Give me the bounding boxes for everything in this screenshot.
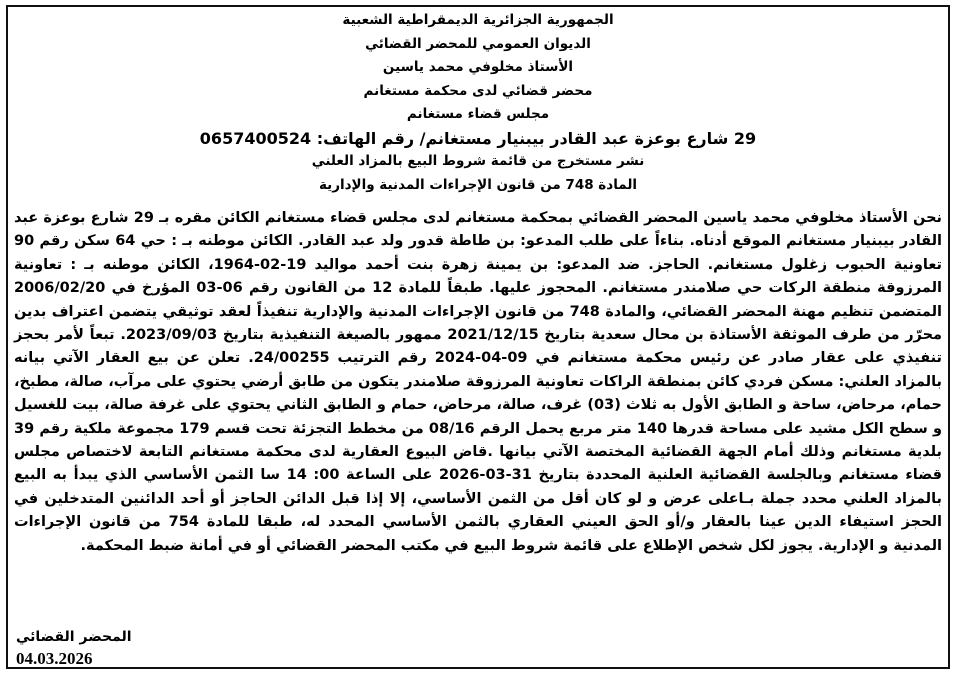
signature-date: 04.03.2026 bbox=[16, 649, 93, 668]
council-name: مجلس قضاء مستغانم bbox=[406, 106, 550, 122]
phone-number: 0657400524 bbox=[199, 128, 312, 148]
legal-notice bbox=[6, 5, 950, 669]
notice-header bbox=[8, 9, 948, 197]
article-reference: المادة 748 من قانون الإجراءات المدنية والإدارية bbox=[318, 176, 638, 193]
address-line bbox=[8, 127, 948, 151]
notice-paragraph: نحن الأستاذ مخلوفي محمد ياسين المحضر القضائي بمحكمة مستغانم لدى مجلس قضاء مستغانم الكائن مقره بـ 29 شارع بوعزة عبد القادر بيبنيار مستغانم الموقع أدناه. بناءاً على طلب المدعو: بن طاطة قدور ولد عبد القادر. الكائن موطنه بـ : حي 64 سكن رقم 90 تعاونية الحبوب زغلول مستغانم. الحاجز. ضد المدعو: بن يمينة زهرة بنت أحمد مواليد 19-02-1964، الكائن موطنه بـ : تعاونية المرزوقة منطقة الركات حي صلامندر مستغانم. المحجوز عليها. طبقاً للمادة 12 من القانون رقم 06-03 المؤرخ في 2006/02/20 المتضمن تنظيم مهنة المحضر القضائي، والمادة 748 من قانون الإجراءات المدنية والإدارية تنفيذاً لعقد توثيقي يتضمن اعتراف بدين محرّر من طرف الموثقة الأستاذة بن محال سعدية بتاريخ 2021/12/15 ممهور بالصيغة التنفيذية بتاريخ 2023/09/03. تبعاً لأمر بحجز تنفيذي على عقار صادر عن رئيس محكمة مستغانم في 09-04-2024 رقم الترتيب 24/00255. تعلن عن بيع العقار الآتي بيانه بالمزاد العلني: مسكن فردي كائن بمنطقة الراكات تعاونية المرزوقة صلامندر يتكون من طابق أرضي يحتوي على مرآب، صالة، مطبخ، حمام، مرحاض، ساحة و الطابق الأول به ثلاث (03) غرف، صالة، مرحاض، حمام و الطابق الثاني يحتوي على غرفة صالة، بيت للغسيل و سطح الكل مشيد على مساحة قدرها 140 متر مربع يحمل الرقم 08/16 من مخطط التجزئة تحت قسم 179 مجموعة ملكية رقم 39 بلدية مستغانم وذلك أمام الجهة القضائية المختصة الآتي بيانها .قاض البيوع العقارية لدى محكمة مستغانم التابعة لاختصاص مجلس قضاء مستغانم وبالجلسة القضائية العلنية المحددة بتاريخ 31-03-2026 على الساعة 00: 14 سا الثمن الأساسي الذي يبدأ به البيع بالمزاد العلني محدد جملة بـاعلى عرض و لو كان أقل من الثمن الأساسي، إلا إذا قبل الدائن الحاجز أو أحد الدائنين المتدخلين في الحجز استيفاء الدين عينا بالعقار و/أو الحق العيني العقاري بالثمن الأساسي المحدد له، طبقا للمادة 754 من قانون الإجراءات المدنية و الإدارية. يجوز لكل شخص الإطلاع على قائمة شروط البيع في مكتب المحضر القضائي أو في أمانة ضبط المحكمة. bbox=[14, 210, 943, 554]
office-title: الديوان العمومي للمحضر القضائي bbox=[365, 35, 591, 52]
publication-title: نشر مستخرج من قائمة شروط البيع بالمزاد العلني bbox=[311, 153, 645, 169]
signature-title: المحضر القضائي bbox=[16, 629, 132, 645]
notice-body bbox=[14, 207, 942, 558]
bailiff-name: الأستاذ مخلوفي محمد ياسين bbox=[382, 59, 574, 75]
address-text: 29 شارع بوعزة عبد القادر بيبنيار مستغانم/ رقم الهاتف: bbox=[316, 128, 757, 148]
republic-title: الجمهورية الجزائرية الديمقراطية الشعبية bbox=[342, 12, 614, 28]
court-name: محضر قضائي لدى محكمة مستغانم bbox=[363, 82, 593, 99]
